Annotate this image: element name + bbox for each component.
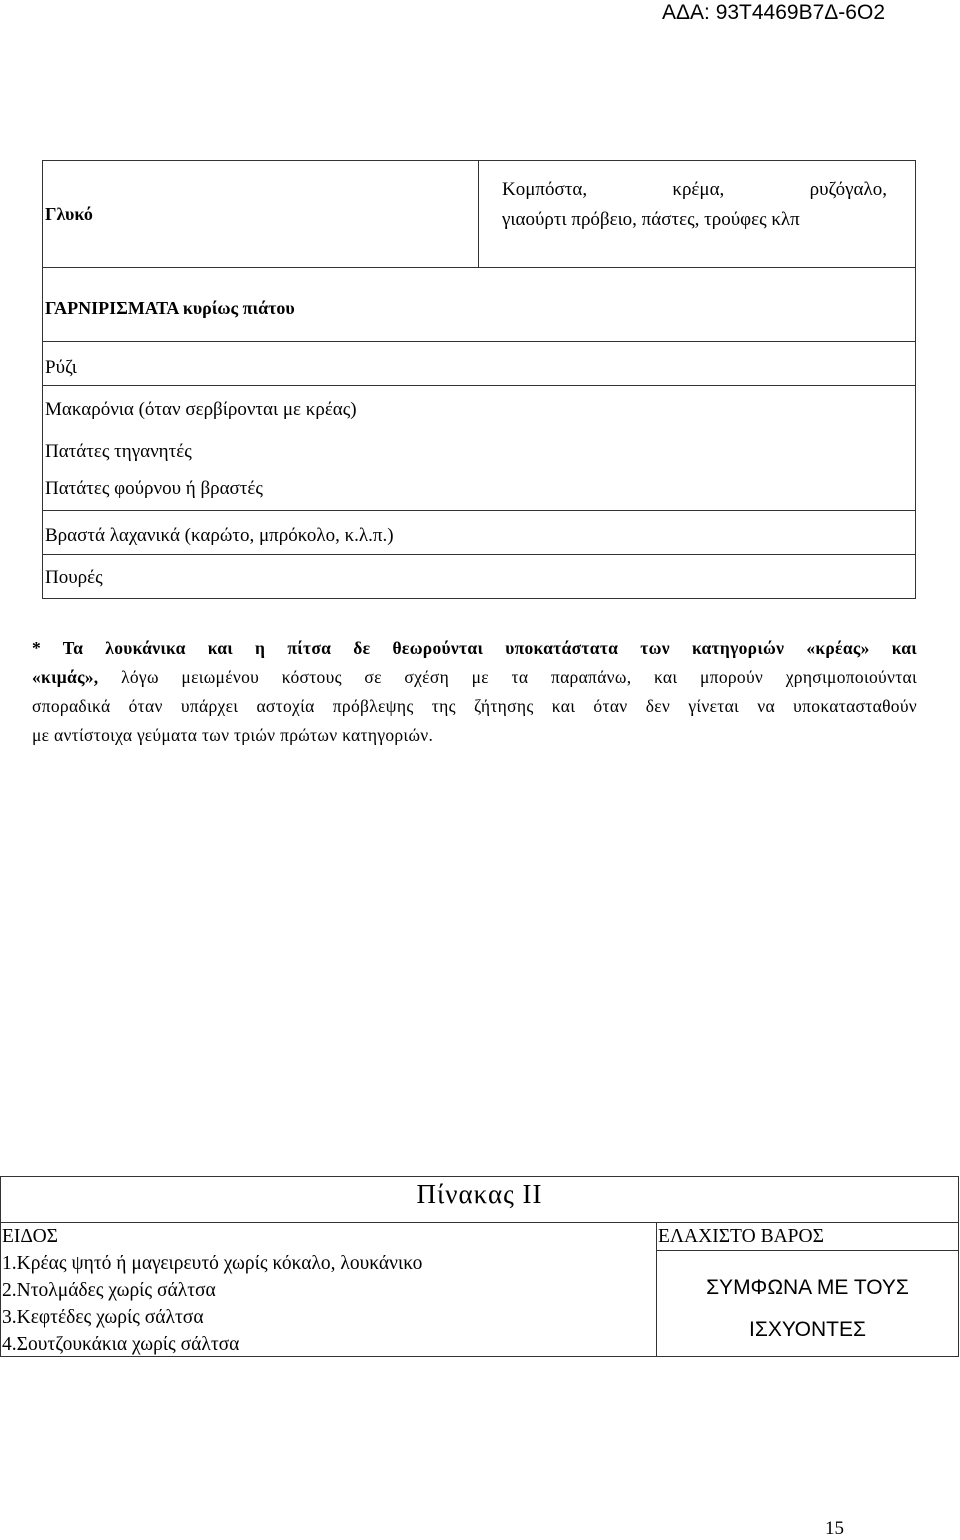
food-table [42, 160, 916, 599]
footnote [32, 634, 917, 750]
item-row: 2.Ντολμάδες χωρίς σάλτσα [2, 1280, 216, 1301]
page-number: 15 [825, 1518, 844, 1539]
weight-value-line-1: ΣΥΜΦΩΝΑ ΜΕ ΤΟΥΣ [706, 1276, 909, 1299]
footnote-line-4: με αντίστοιχα γεύματα των τριών πρώτων κατηγοριών. [32, 725, 434, 745]
weight-column [657, 1223, 958, 1356]
item-row: 1.Κρέας ψητό ή μαγειρευτό χωρίς κόκαλο, λουκάνικο [2, 1253, 423, 1274]
ada-code: ΑΔΑ: 93Τ4469Β7Δ-6Ο2 [661, 1, 885, 24]
item-column [1, 1223, 657, 1356]
item-row: 3.Κεφτέδες χωρίς σάλτσα [2, 1307, 204, 1328]
footnote-line-1: * Τα λουκάνικα και η πίτσα δε θεωρούνται υποκατάστατα των κατηγοριών «κρέας» και [32, 638, 917, 658]
garnitures-heading: ΓΑΡΝΙΡΙΣΜΑΤΑ κυρίως πιάτου [43, 267, 915, 341]
garnish-item: Μακαρόνια (όταν σερβίρονται με κρέας) [45, 399, 357, 420]
weight-value-line-2: ΙΣΧΥΟΝΤΕΣ [749, 1318, 866, 1341]
garnish-item: Πουρές [43, 554, 915, 598]
footnote-line-2-text: λόγω μειωμένου κόστους σε σχέση με τα παραπάνω, και μπορούν χρησιμοποιούνται [98, 667, 917, 687]
dessert-description [479, 161, 915, 267]
dessert-word-3: ρυζόγαλο, [809, 179, 887, 200]
garnish-item: Ρύζι [43, 341, 915, 385]
table-ii-body [1, 1222, 958, 1356]
weight-value [657, 1267, 958, 1351]
item-column-header: ΕΙΔΟΣ [2, 1226, 59, 1247]
footnote-line-3: σποραδικά όταν υπάρχει αστοχία πρόβλεψης της ζήτησης και όταν δεν γίνεται να υποκατασταθούν [32, 696, 917, 716]
footnote-line-2 [32, 663, 917, 692]
garnish-item: Πατάτες τηγανητές [45, 441, 192, 462]
dessert-label: Γλυκό [43, 161, 479, 267]
dessert-word-1: Κομπόστα, [502, 179, 588, 200]
table-ii-title: Πίνακας ΙΙ [416, 1179, 543, 1209]
item-row: 4.Σουτζουκάκια χωρίς σάλτσα [2, 1334, 240, 1355]
garnish-item: Βραστά λαχανικά (καρώτο, μπρόκολο, κ.λ.π.) [43, 510, 915, 554]
dessert-row [43, 161, 915, 267]
dessert-word-2: κρέμα, [672, 179, 725, 200]
dessert-line-2: γιαούρτι πρόβειο, πάστες, τρούφες κλπ [502, 209, 800, 230]
weight-column-header: ΕΛΑΧΙΣΤΟ ΒΑΡΟΣ [657, 1223, 958, 1251]
footnote-bold-term: «κιμάς», [32, 667, 99, 687]
garnish-item: Πατάτες φούρνου ή βραστές [45, 478, 263, 499]
garnish-group [43, 385, 915, 471]
table-ii [0, 1176, 959, 1357]
